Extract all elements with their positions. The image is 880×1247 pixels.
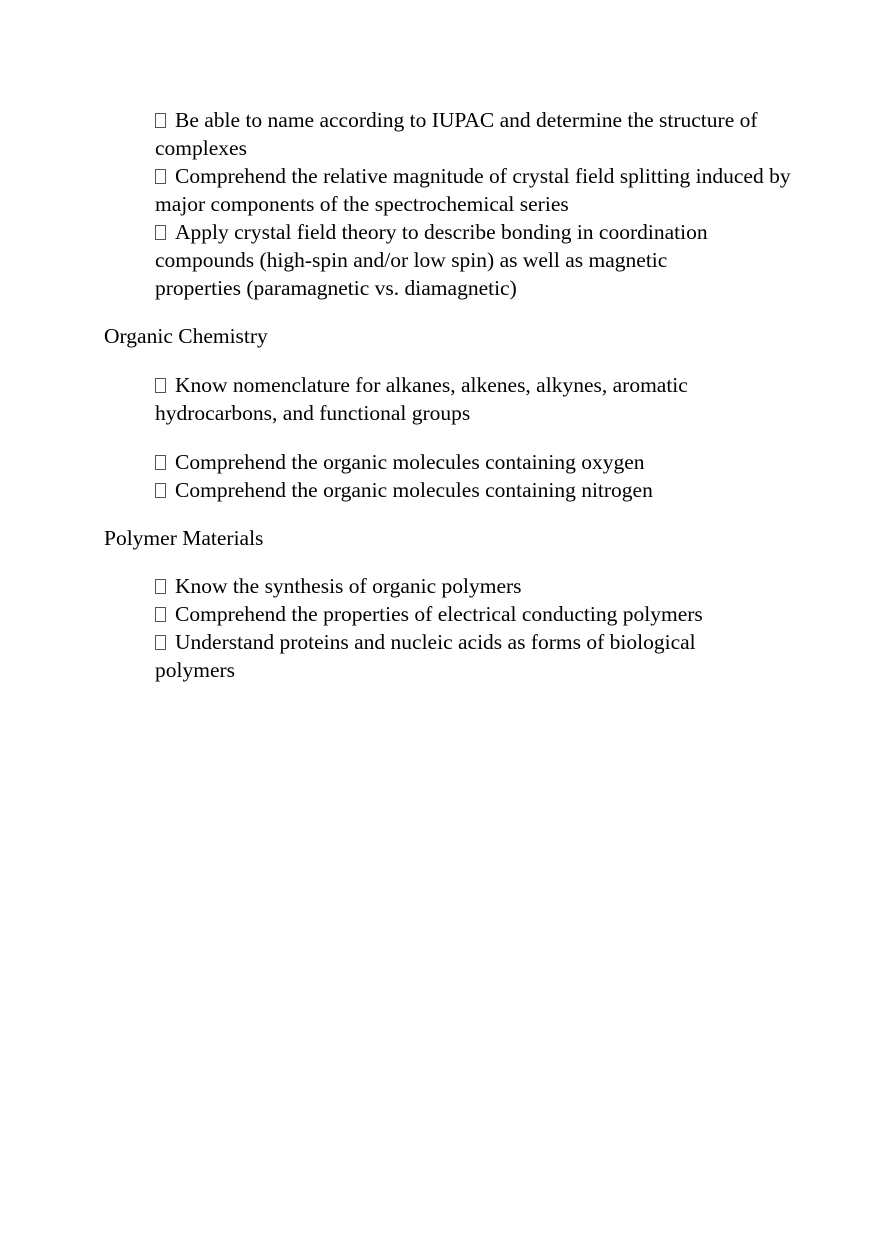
section-heading-organic-chemistry: Organic Chemistry xyxy=(104,324,268,348)
checkbox-bullet-icon xyxy=(155,225,166,240)
list-item xyxy=(155,572,755,600)
checkbox-bullet-icon xyxy=(155,378,166,393)
objective-text: Comprehend the properties of electrical conducting polymers xyxy=(175,602,703,626)
section-heading-polymer-materials: Polymer Materials xyxy=(104,526,264,550)
organic-objectives-2 xyxy=(155,448,795,504)
list-item xyxy=(155,476,795,504)
objective-text: Be able to name according to IUPAC and determine the structure of complexes xyxy=(155,108,758,160)
objective-text: Apply crystal field theory to describe bonding in coordination compounds (high-spin and/or low spin) as well as magnetic properties (paramagnetic vs. diamagnetic) xyxy=(155,220,708,300)
complexes-objectives xyxy=(155,106,795,302)
checkbox-bullet-icon xyxy=(155,607,166,622)
list-item xyxy=(155,371,745,427)
list-item xyxy=(155,600,755,628)
objective-text: Comprehend the organic molecules containing oxygen xyxy=(175,450,645,474)
organic-objectives-1 xyxy=(155,371,745,427)
checkbox-bullet-icon xyxy=(155,113,166,128)
checkbox-bullet-icon xyxy=(155,635,166,650)
list-item xyxy=(155,628,755,684)
list-item xyxy=(155,448,795,476)
objective-text: Know nomenclature for alkanes, alkenes, alkynes, aromatic hydrocarbons, and functional groups xyxy=(155,373,688,425)
list-item xyxy=(155,106,795,162)
list-item xyxy=(155,162,795,218)
list-item xyxy=(155,218,755,302)
polymer-objectives xyxy=(155,572,755,684)
objective-text: Understand proteins and nucleic acids as forms of biological polymers xyxy=(155,630,696,682)
objective-text: Know the synthesis of organic polymers xyxy=(175,574,522,598)
objective-text: Comprehend the relative magnitude of crystal field splitting induced by major components of the spectrochemical series xyxy=(155,164,791,216)
checkbox-bullet-icon xyxy=(155,483,166,498)
objective-text: Comprehend the organic molecules containing nitrogen xyxy=(175,478,653,502)
checkbox-bullet-icon xyxy=(155,579,166,594)
checkbox-bullet-icon xyxy=(155,455,166,470)
checkbox-bullet-icon xyxy=(155,169,166,184)
